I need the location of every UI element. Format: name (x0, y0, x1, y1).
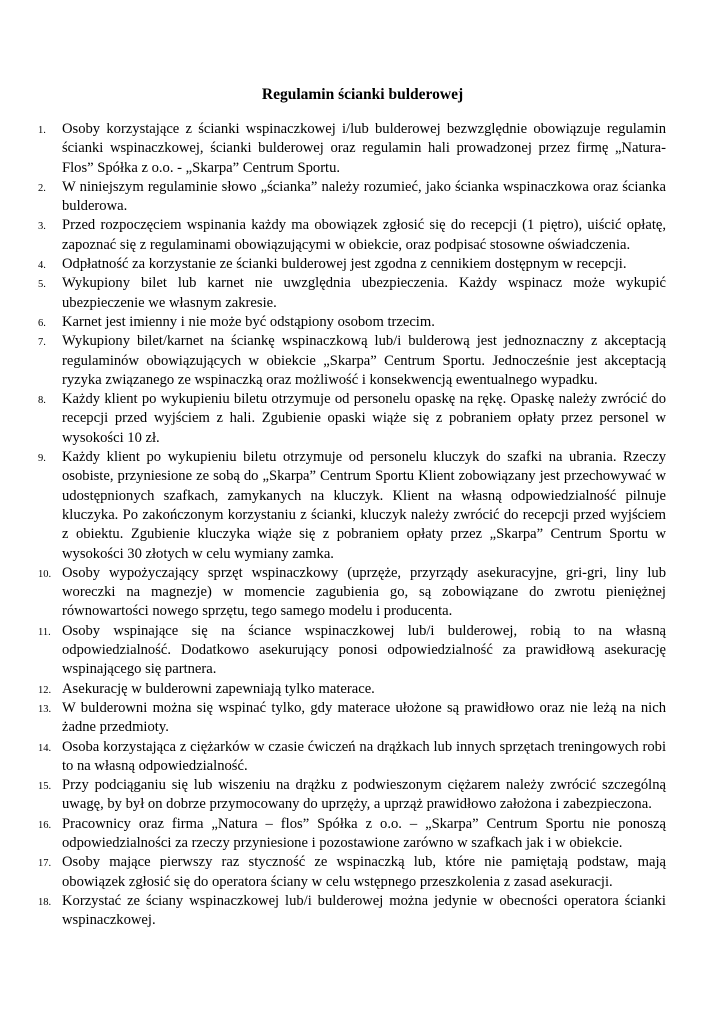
rule-text: Asekurację w bulderowni zapewniają tylko materace. (62, 680, 375, 697)
rule-number: 13. (38, 703, 52, 715)
rule-text: Osoby mające pierwszy raz styczność ze wspinaczką lub, które nie pamiętają podstaw, mają obowiązek zgłosić się do operatora ściany w celu wstępnego przeszkolenia z zasad asekuracji. (62, 854, 666, 890)
rule-item (38, 815, 666, 854)
rule-item (38, 178, 666, 217)
rule-text: Każdy klient po wykupieniu biletu otrzymuje od personelu opaskę na rękę. Opaskę należy zwrócić do recepcji przed wyjściem z hali. Zgubienie opaski wiąże się z pobraniem opłaty przez personel w wysokości 10 zł. (62, 391, 666, 446)
rule-text: Wykupiony bilet lub karnet nie uwzględnia ubezpieczenia. Każdy wspinacz może wykupić ubezpieczenie we własnym zakresie. (62, 275, 666, 311)
rule-text: Osoby wypożyczający sprzęt wspinaczkowy (uprzęże, przyrządy asekuracyjne, gri-gri, liny lub woreczki na magnezje) w momencie zagubienia go, są zobowiązane do zwrotu pieniężnej równowartości nowego sprzętu, tego samego modelu i producenta. (62, 564, 666, 620)
rule-number: 6. (38, 317, 46, 329)
rule-number: 11. (38, 626, 51, 638)
rule-item (38, 390, 666, 448)
rule-number: 8. (38, 395, 46, 407)
rule-text: Każdy klient po wykupieniu biletu otrzymuje od personelu kluczyk do szafki na ubrania. Rzeczy osobiste, przyniesione ze sobą do „Skarpa” Centrum Sportu Klient zobowiązany jest przechowywać w udostępnionych szafkach, zamykanych na kluczyk. Klient na własną odpowiedzialność pilnuje kluczyka. Po zakończonym korzystaniu z ścianki, kluczyk należy zwrócić do recepcji przed wyjściem z obiektu. Zgubienie kluczyka wiąże się z pobraniem opłaty przez „Skarpa” Centrum Sportu w wysokości 30 złotych w celu wymiany zamka. (62, 449, 666, 562)
rule-text: Przy podciąganiu się lub wiszeniu na drążku z podwieszonym ciężarem należy zwrócić szczególną uwagę, by był on dobrze przymocowany do uprzęży, a uprząż prawidłowo założona i zabezpieczona. (62, 777, 666, 813)
rule-item (38, 120, 666, 178)
rules-list (38, 120, 666, 930)
rule-number: 2. (38, 182, 46, 194)
rule-text: W bulderowni można się wspinać tylko, gdy materace ułożone są prawidłowo oraz nie leżą na nich żadne przedmioty. (62, 699, 666, 736)
rule-number: 4. (38, 260, 46, 272)
rule-text: Osoba korzystająca z ciężarków w czasie ćwiczeń na drążkach lub innych sprzętach treningowych robi to na własną odpowiedzialność. (62, 738, 666, 774)
rule-item (38, 255, 666, 274)
rule-number: 1. (38, 125, 46, 136)
rule-number: 18. (38, 896, 52, 908)
rule-item (38, 332, 666, 390)
rule-number: 17. (38, 858, 52, 870)
rule-number: 3. (38, 221, 46, 233)
rule-text: Korzystać ze ściany wspinaczkowej lub/i bulderowej można jedynie w obecności operatora ścianki wspinaczkowej. (62, 892, 666, 929)
rule-number: 14. (38, 742, 52, 754)
rule-number: 7. (38, 337, 46, 349)
rule-item (38, 313, 666, 332)
rule-number: 12. (38, 684, 52, 696)
rule-text: Odpłatność za korzystanie ze ścianki bulderowej jest zgodna z cennikiem dostępnym w recepcji. (62, 256, 627, 273)
rule-number: 5. (38, 279, 46, 291)
rule-item (38, 564, 666, 622)
rule-item (38, 776, 666, 815)
rule-number: 9. (38, 453, 46, 465)
rule-item (38, 853, 666, 892)
rule-text: W niniejszym regulaminie słowo „ścianka” należy rozumieć, jako ścianka wspinaczkowa oraz ścianka bulderowa. (62, 178, 666, 215)
rule-text: Osoby korzystające z ścianki wspinaczkowej i/lub bulderowej bezwzględnie obowiązuje regulamin ścianki wspinaczkowej, ścianki bulderowej oraz regulamin hali prowadzonej przez firmę „Natura-Flos” Spółka z o.o. - „Skarpa” Centrum Sportu. (62, 121, 666, 176)
rule-text: Przed rozpoczęciem wspinania każdy ma obowiązek zgłosić się do recepcji (1 piętro), uiścić opłatę, zapoznać się z regulaminami obowiązującymi w obiekcie, oraz podpisać stosowne oświadczenia. (62, 217, 666, 253)
rule-item (38, 699, 666, 738)
rule-number: 10. (38, 568, 52, 580)
rule-item (38, 216, 666, 255)
document-title: Regulamin ścianki bulderowej (261, 86, 464, 103)
rule-item (38, 622, 666, 680)
rule-text: Pracownicy oraz firma „Natura – flos” Spółka z o.o. – „Skarpa” Centrum Sportu nie ponoszą odpowiedzialności za rzeczy przyniesione i pozostawione zarówno w szafkach jak i w obiekcie. (62, 815, 666, 851)
rule-item (38, 680, 666, 699)
rule-item (38, 892, 666, 931)
rule-item (38, 448, 666, 564)
rule-number: 16. (38, 819, 52, 831)
rule-number: 15. (38, 781, 52, 793)
rule-item (38, 738, 666, 777)
rule-item (38, 274, 666, 313)
rule-text: Osoby wspinające się na ściance wspinaczkowej lub/i bulderowej, robią to na własną odpowiedzialność. Dodatkowo asekurujący ponosi odpowiedzialność za prawidłową asekurację wspinającego się partnera. (62, 622, 666, 678)
rule-text: Wykupiony bilet/karnet na ściankę wspinaczkową lub/i bulderową jest jednoznaczny z akceptacją regulaminów obowiązujących w obiekcie „Skarpa” Centrum Sportu. Jednocześnie jest akceptacją ryzyka związanego ze wspinaczką oraz możliwość i konsekwencją ewentualnego wypadku. (62, 333, 666, 388)
rule-text: Karnet jest imienny i nie może być odstąpiony osobom trzecim. (62, 313, 435, 330)
